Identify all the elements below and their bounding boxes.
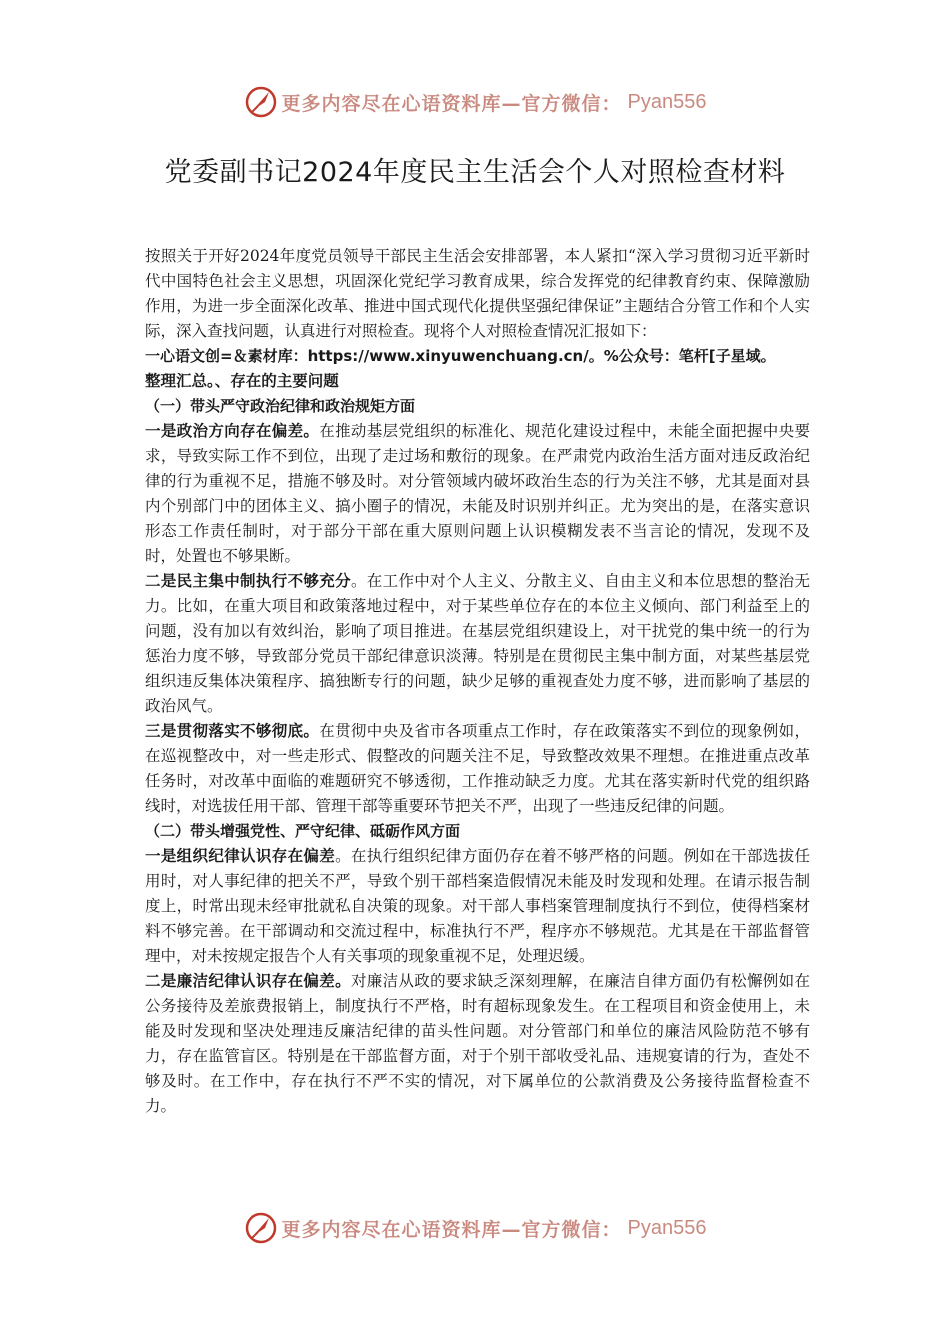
issue-lead: 二是民主集中制执行不够充分 xyxy=(145,572,351,590)
quill-logo-icon xyxy=(244,85,278,119)
issue-lead: 一是组织纪律认识存在偏差 xyxy=(145,847,336,865)
section-heading: 整理汇总。、存在的主要问题 xyxy=(145,372,339,390)
issue-text: 。在执行组织纪律方面仍存在着不够严格的问题。例如在干部选拔任用时，对人事纪律的把关不严，导致个别干部档案造假情况未能及时发现和处理。在请示报告制度上，时常出现未经审批就私自决策的现象。对干部人事档案管理制度执行不到位，使得档案材料不够完善。在干部调动和交流过程中，标准执行不严，程序亦不够规范。尤其是在干部监督管理中，对未按规定报告个人有关事项的现象重视不足，处理迟缓。 xyxy=(145,847,810,965)
issue-paragraph xyxy=(145,719,810,819)
issue-lead: 一是政治方向存在偏差。 xyxy=(145,422,320,440)
header-banner xyxy=(0,82,950,122)
banner-text: 更多内容尽在心语资料库—官方微信： xyxy=(281,92,622,115)
issue-text: 在推动基层党组织的标准化、规范化建设过程中，未能全面把握中央要求，导致实际工作不到位，出现了走过场和敷衍的现象。在严肃党内政治生活方面对违反政治纪律的行为重视不足，措施不够及时。对分管领域内破坏政治生态的行为关注不够，尤其是面对县内个别部门中的团体主义、搞小圈子的情况，未能及时识别并纠正。尤为突出的是，在落实意识形态工作责任制时，对于部分干部在重大原则问题上认识模糊发表不当言论的情况，发现不及时，处置也不够果断。 xyxy=(145,422,810,565)
issue-text: 。在工作中对个人主义、分散主义、自由主义和本位思想的整治无力。比如，在重大项目和政策落地过程中，对于某些单位存在的本位主义倾向、部门利益至上的问题，没有加以有效纠治，影响了项目推进。在基层党组织建设上，对干扰党的集中统一的行为惩治力度不够，导致部分党员干部纪律意识淡薄。特别是在贯彻民主集中制方面，对某些基层党组织违反集体决策程序、搞独断专行的问题，缺少足够的重视查处力度不够，进而影响了基层的政治风气。 xyxy=(145,572,810,715)
issue-paragraph xyxy=(145,844,810,969)
document-body xyxy=(145,244,810,1119)
banner-wechat-id: Pyan556 xyxy=(627,1216,707,1239)
issue-lead: 二是廉洁纪律认识存在偏差。 xyxy=(145,972,351,990)
footer-banner xyxy=(0,1208,950,1248)
issue-lead: 三是贯彻落实不够彻底。 xyxy=(145,722,320,740)
banner-text: 更多内容尽在心语资料库—官方微信： xyxy=(281,1218,622,1241)
subsection-heading-2: （二）带头增强党性、严守纪律、砥砺作风方面 xyxy=(145,822,461,840)
intro-paragraph: 按照关于开好2024年度党员领导干部民主生活会安排部署，本人紧扣“深入学习贯彻习近平新时代中国特色社会主义思想，巩固深化党纪学习教育成果，综合发挥党的纪律教育约束、保障激励作用，为进一步全面深化改革、推进中国式现代化提供坚强纪律保证”主题结合分管工作和个人实际，深入查找问题，认真进行对照检查。现将个人对照检查情况汇报如下： xyxy=(145,247,810,340)
document-title: 党委副书记2024年度民主生活会个人对照检查材料 xyxy=(164,157,786,188)
quill-logo-icon xyxy=(244,1211,278,1245)
issue-text: 在贯彻中央及省市各项重点工作时，存在政策落实不到位的现象例如，在巡视整改中，对一些走形式、假整改的问题关注不足，导致整改效果不理想。在推进重点改革任务时，对改革中面临的难题研究不够透彻，工作推动缺乏力度。尤其在落实新时代党的组织路线时，对选拔任用干部、管理干部等重要环节把关不严，出现了一些违反纪律的问题。 xyxy=(145,722,810,815)
subsection-heading-1: （一）带头严守政治纪律和政治规矩方面 xyxy=(145,397,416,415)
issue-paragraph xyxy=(145,419,810,569)
source-line: 一心语文创=＆素材库：https://www.xinyuwenchuang.cn/。%公众号：笔杆[子星域。 xyxy=(145,347,776,365)
issue-paragraph xyxy=(145,569,810,719)
issue-paragraph xyxy=(145,969,810,1119)
issue-text: 对廉洁从政的要求缺乏深刻理解，在廉洁自律方面仍有松懈例如在公务接待及差旅费报销上，制度执行不严格，时有超标现象发生。在工程项目和资金使用上，未能及时发现和坚决处理违反廉洁纪律的苗头性问题。对分管部门和单位的廉洁风险防范不够有力，存在监管盲区。特别是在干部监督方面，对于个别干部收受礼品、违规宴请的行为，查处不够及时。在工作中，存在执行不严不实的情况，对下属单位的公款消费及公务接待监督检查不力。 xyxy=(145,972,810,1115)
banner-wechat-id: Pyan556 xyxy=(627,90,707,113)
